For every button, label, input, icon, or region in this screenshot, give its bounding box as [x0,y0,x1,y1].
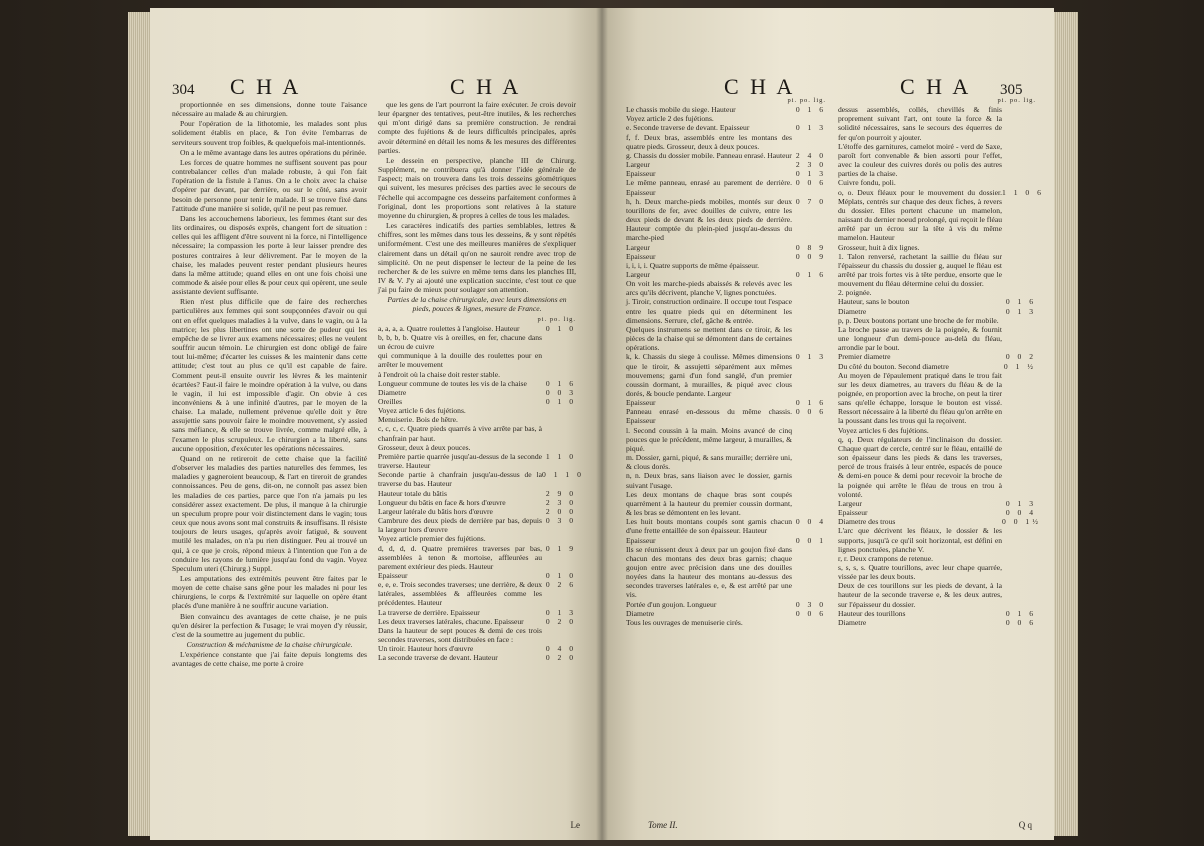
spec-row [626,160,826,169]
spec-measure: 0 0 6 [1005,617,1036,627]
spec-measure: 0 2 0 [545,616,576,626]
spec-measure [542,370,576,379]
spec-description: Dans la hauteur de sept pouces & demi de ces trois secondes traverses, sont distribuées en face : [378,625,542,645]
left-page-column-1 [172,100,367,816]
spec-measure [1002,142,1036,179]
spec-description: Largeur [626,160,650,170]
spec-row [838,352,1036,361]
spec-row [626,398,826,407]
spec-row [626,545,826,600]
spec-measure: 0 1 1 0 [542,470,584,480]
left-page-edges [128,12,152,836]
spec-row [626,105,826,114]
spec-measure [792,490,826,517]
spec-measure: 0 0 9 [795,251,826,261]
spec-measure: 0 0 6 [795,608,826,618]
spec-description: k, k. Chassis du siege à coulisse. Mêmes dimensions que le tiroir, & assujetti séparément aux mêmes mouvemens; garni d'un fond sanglé, d'un premier coussin dormant, à murailles, & piqué avec clous dorés, & boucle pendante. Largeur [626,352,792,398]
spec-description: Hauteur totale du bâtis [378,488,447,498]
spec-row [838,362,1036,371]
spec-row [626,279,826,297]
spec-row [838,563,1036,581]
spec-description: Epaisseur [626,169,656,179]
units-label: pi. po. lig. [537,315,576,323]
spec-measure [542,534,576,543]
spec-measure [542,415,576,424]
spec-row [378,653,576,662]
paragraph: Les forces de quatre hommes ne suffisent souvent pas pour contrebalancer celles d'un malade robuste, à qui l'on fait l'opération de la fistule à l'anus. On a le choix avec la chaise d'opérer par devant, par derrière, ou sur le côté, sans avoir besoin de personne pour tenir le malade. Il se trouve fixé dans l'attitude d'une manière si solide, qu'il ne peut pas remuer. [172,157,367,213]
spec-measure [792,133,826,151]
spec-measure [1002,581,1036,608]
spec-description: Grosseur, deux à deux pouces. [378,442,471,452]
spec-description: Du côté du bouton. Second diametre [838,361,949,371]
spec-measure [1002,563,1036,581]
spec-row [378,489,576,498]
spec-row [626,600,826,609]
spec-measure: 0 1 0 [545,397,576,406]
spec-measure: 0 0 3 [545,387,576,397]
spec-row [378,443,576,452]
paragraph: On a le même avantage dans les autres opérations du périnée. [180,147,367,157]
spec-measure [1002,243,1036,252]
spec-description: qui communique à la douille des roulettes pour en arrêter le mouvement [378,351,542,370]
left-page-header-left: C H A [230,74,302,99]
spec-description: Cambrure des deux pieds de derrière par bas, depuis la largeur hors d'œuvre [378,516,542,535]
right-catchword: Q q [1018,820,1032,830]
spec-description: L'arc que décrivent les fléaux, le dossier & les supports, jusqu'à ce qu'il soit horizontal, est défini en lignes ponctuées, planche V. [838,526,1002,554]
paragraph: Pour l'opération de la lithotomie, les malades sont plus solidement établis en place, & l'on évite l'embarras de serviteurs souvent trop foibles, & quelquefois mal-intentionnés. [172,119,367,147]
right-page-edges [1052,12,1078,836]
spec-measure: 0 1 0 [545,570,576,580]
spec-row [626,123,826,132]
spec-row [378,351,576,369]
spec-row [838,307,1036,316]
spec-description: 1. Talon renversé, rachetant la saillie du fléau sur l'épaisseur du chassis du dossier g, auquel le fléau est arrêté par trois fortes vis à tête perdue, ensorte que le mouvement du fléau détermine celui du dossier. [838,251,1002,289]
spec-description: a, a, a, a. Quatre roulettes à l'angloise. Hauteur [378,323,520,333]
paragraph: Quand on ne retireroit de cette chaise que la facilité d'observer les maladies des parties naturelles des femmes, les maladies y gagneroient beaucoup, & l'art en tireroit de grandes connoissances. Peu de gens, dit-on, ne connoît pas assez bien les maladies de ces parties, parce que l'on n'a jamais pu les considérer assez exactement. De plus, il manque à la chirurgie un speculum propre pour voir distinctement dans le vagin; tous ceux que nous avons sont mal construits & insuffisans. Il résiste toujours de leurs usages, qu'après avoir fatigué, & souvent mutilé les malades, on n'a pu rien distinguer. Peu ai trouvé un qui, à ce que je crois, répond mieux à l'intention que l'on a de conduire les rayons de lumière jusqu'au fond du vagin. Voyez Speculum uteri (Chirurg.) Suppl. [172,453,367,573]
spec-description: Hauteur, sans le bouton [838,297,910,307]
spec-description: i, i, i, i. Quatre supports de même épaisseur. [626,260,760,270]
spec-measure: 0 2 0 [545,653,576,663]
spec-row [838,609,1036,618]
paragraph: Bien convaincu des avantages de cette chaise, je ne puis qu'en désirer la perfection & l'usage; le vrai moyen d'y réussir, c'est de la soumettre au jugement du public. [172,611,367,639]
spec-description: La broche passe au travers de la poignée, & fournit une longueur d'un demi-pouce au-delà du fléau, arrondie par le bout. [838,324,1002,353]
spec-description: Ils se réunissent deux à deux par un goujon fixé dans chacun des montans des deux bras garnis; chaque goujon entre avec précision dans une des douilles noyées dans la hauteur des montans au-dessus des secondes traverses latérales e, e, & est arrêté par une vis. [626,544,792,600]
spec-measure: 1 1 0 6 [1002,187,1044,197]
left-page-header-right: C H A [450,74,522,99]
spec-measure: 0 7 0 [795,196,826,206]
spec-row [378,388,576,397]
spec-row [838,288,1036,297]
spec-measure: 0 2 6 [545,580,576,590]
spec-row [626,453,826,471]
spec-description: Epaisseur [626,398,656,408]
spec-measure: 0 1 6 [795,398,826,408]
spec-description: Epaisseur [838,508,868,518]
spec-row [378,370,576,379]
spec-row [838,142,1036,179]
spec-measure [792,325,826,352]
paragraph: Les caractères indicatifs des parties semblables, lettres & chiffres, sont les mêmes dans tous les desseins, & y sont répétés uniformément. C'est une des meilleures manières de s'expliquer clairement dans un détail qu'on ne sauroit rendre avec trop de simplicité. On ne peut dispenser le lecteur de la peine de les rechercher & de les suivre en même tems dans les planches III, IV & V. J'y ai ajouté une explication succinte, c'est tout ce que j'ai pu faire de mieux pour soulager son attention. [378,221,576,295]
spec-measure [792,618,826,627]
spec-measure: 0 1 6 [545,378,576,388]
spec-measure: 0 0 4 [795,517,826,527]
spec-description: Diametre [838,617,867,627]
spec-measure [542,626,576,644]
spec-measure: 0 1 3 [795,123,826,133]
spec-description: q, q. Deux régulateurs de l'inclinaison du dossier. Chaque quart de cercle, centré sur le fléau, entaillé de son épaisseur dans les pieds & dans les traverses, percé de trous fraisés à leur entrée, espacés de pouce & demi-en pouce & demi pour recevoir la broche de la poignée qui arrête le fléau de trous en trou à volonté. [838,434,1002,499]
spec-description: h, h. Deux marche-pieds mobiles, montés sur deux tourillons de fer, avec douilles de cuivre, entre les deux pieds de devant & les deux pieds de derrière. Hauteur comptée du plein-pied jusqu'au-dessus du marche-pied [626,196,792,243]
spec-description: Le chassis mobile du siege. Hauteur [626,105,736,115]
spec-measure [1002,526,1036,553]
spec-row [838,499,1036,508]
right-units-label-2: pi. po. lig. [997,97,1036,104]
construction-heading: Construction & méchanisme de la chaise chirurgicale. [186,640,353,650]
spec-description: Les deux traverses latérales, chacune. Epaisseur [378,616,524,626]
spec-description: Diametre des trous [838,517,896,527]
spec-measure [792,114,826,123]
spec-description: Tous les ouvrages de menuiserie cirés. [626,617,743,627]
spec-description: Longueur du bâtis en face & hors d'œuvre [378,497,506,507]
spec-description: g. Chassis du dossier mobile. Panneau enrasé. Hauteur [626,150,792,160]
spec-measure [1002,252,1036,289]
spec-measure: 2 3 0 [795,160,826,170]
spec-measure: 0 0 1 [795,535,826,545]
spec-description: n, n. Deux bras, sans liaison avec le dossier, garnis suivant l'usage. [626,471,792,490]
right-units-label: pi. po. lig. [787,97,826,104]
spec-row [378,507,576,516]
spec-description: e, e, e. Trois secondes traverses; une derrière, & deux latérales, assemblées & affleurées comme les précédentes. Hauteur [378,580,542,608]
spec-description: l. Second coussin à la main. Moins avancé de cinq pouces que le précédent, même largeur, à murailles, & piqué. [626,425,792,453]
spec-row [626,243,826,252]
spec-measure: 0 1 3 [1005,498,1036,508]
spec-row [838,187,1044,243]
spec-description: Seconde partie à chanfrain jusqu'au-dessus de la traverse du bas. Hauteur [378,470,542,489]
spec-row [626,114,826,123]
spec-measure: 0 1 6 [1005,608,1036,618]
spec-description: Diametre [838,306,867,316]
spec-row [626,471,826,489]
spec-description: Voyez article 2 des fujétions. [626,114,714,124]
paragraph: Le dessein en perspective, planche III de Chirurg. Supplément, ne contribuera qu'à donner l'idée générale de l'aspect; mais on trouvera dans les trois desseins géométriques qui suivent, les mesures précises des parties avec le secours de l'échelle qui accompagne ces desseins parfaitement conformes à l'original, dont les proportions sont relatives à la stature moyenne du chirurgien, & propres à celles de tous les malades. [378,155,576,220]
spec-measure [792,279,826,297]
spec-description: Voyez articles 6 des fujétions. [838,425,929,435]
paragraph: Les amputations des extrémités peuvent être faites par le moyen de cette chaise sans gêne pour les malades ni pour les chirurgiens, le corps & l'extrémité sur laquelle on opère étant placés d'une manière à ne souffrir aucune variation. [172,573,367,611]
spec-description: Au moyen de l'épaulement pratiqué dans le trou fait sur les deux diametres, au travers du fléau & de la poignée, en proportion avec la broche, on peut la tirer sans qu'elle échappe, lorsque le bouton est vissé. Ressort nécessaire à la liberté du fléau qu'on arrête en la poussant dans les trous qui la reçoivent. [838,370,1002,426]
spec-row [378,534,576,543]
spec-row [838,243,1036,252]
spec-measure: 0 0 2 [1005,352,1036,362]
spec-measure [542,443,576,452]
spec-description: Diametre [378,387,407,397]
paragraph: proportionnée en ses dimensions, donne toute l'aisance nécessaire au malade & au chirurgien. [172,100,367,119]
spec-measure: 0 1 9 [545,543,576,553]
spec-measure [792,545,826,600]
spec-description: dessus assemblés, collés, chevillés & finis proprement suivant l'art, ont toute la force & la solidité nécessaires, sans le secours des équerres de fer qu'on pourroit y ajouter. [838,105,1002,142]
spec-description: Epaisseur [378,570,408,580]
spec-row [626,536,826,545]
spec-measure [1002,325,1036,352]
spec-description: c, c, c, c. Quatre pieds quarrés à vive arrête par bas, à chanfrain par haut. [378,424,542,443]
spec-description: Oreilles [378,397,403,406]
spec-measure: 0 8 9 [795,242,826,252]
spec-description: m. Dossier, garni, piqué, & sans muraille; derrière uni, & clous dorés. [626,453,792,472]
spec-row [378,415,576,424]
spec-row [838,517,1041,527]
spec-row [378,580,576,607]
spec-row [626,178,826,196]
spec-measure [1002,371,1036,426]
spec-row [626,297,826,324]
spec-row [838,618,1036,627]
spec-row [626,352,826,398]
spec-row [838,316,1036,325]
spec-description: Portée d'un goujon. Longueur [626,599,717,609]
spec-measure: 0 1 3 [795,169,826,179]
right-page-header-right: C H A [900,74,972,99]
spec-row [838,435,1036,499]
spec-measure [1002,288,1036,297]
spec-description: Premier diametre [838,352,891,362]
spec-description: Hauteur des tourillons [838,608,906,618]
paragraph: Rien n'est plus difficile que de faire des recherches particulières aux femmes qui sont soupçonnées d'avoir ou qui ont en effet quelques maladies à la vulve, dans le vagin, ou à la matrice; les plus libertines ont une sorte de pudeur qui les empêche de se livrer aux examens nécessaires; elles ne veulent souffrir aucun témoin. Le chirurgien est donc obligé de faire tout lui-même; d'écarter les cuisses & les maintenir dans cette attitude; c'est tout au plus ce qu'il est capable de faire. Comment peut-il ensuite ouvrir les lèvres & les maintenir écartées? Faut-il faire le moindre opération à la vulve, ou dans le vagin, il lui est impossible d'agir. On obvie à ces inconvéniens & à une infinité d'autres, par le moyen de la chaise. La malade, nullement prévenue qu'elle doit y être assujettie sans pouvoir faire le moindre mouvement, s'y assied sans méfiance, & elle se trouve livrée, comme malgré elle, à l'examen le plus scrupuleux. Le chirurgien a la liberté, sans aucune opposition, d'exécuter les opérations nécessaires. [172,297,367,453]
spec-row [378,379,576,388]
spec-measure [1002,554,1036,563]
spec-row [838,178,1036,187]
spec-description: Largeur [626,242,650,252]
spec-row [626,325,826,352]
spec-row [378,544,576,571]
spec-description: d, d, d, d. Quatre premières traverses par bas, assemblées à tenon & mortoise, affleurées au parement extérieur des pieds. Hauteur [378,543,542,571]
spec-description: f, f. Deux bras, assemblés entre les montans des quatre pieds. Grosseur, deux à deux pouces. [626,132,792,151]
right-page-column-1 [626,96,826,816]
spec-row [378,571,576,580]
spec-description: b, b, b, b. Quatre vis à oreilles, en fer, chacune dans un écrou de cuivre [378,332,542,352]
spec-row [838,105,1036,142]
right-page-header-left: C H A [724,74,796,99]
spec-measure [1002,316,1036,325]
spec-description: à l'endroit où la chaise doit rester stable. [378,369,500,379]
spec-row [378,333,576,351]
spec-measure: 0 1 3 [1005,306,1036,316]
spec-measure [792,453,826,471]
spec-row [838,325,1036,352]
spec-row [378,498,576,507]
left-page-number: 304 [172,82,195,98]
spec-row [626,133,826,151]
spec-row [378,644,576,653]
spec-description: Cuivre fondu, poli. [838,178,896,188]
spec-measure [542,424,576,442]
spec-description: Epaisseur [626,251,656,261]
spec-row [378,626,576,644]
spec-row [378,452,576,470]
construction-text: L'expérience constante que j'ai faite depuis longtems des avantages de cette chaise, me porte à croire [172,650,367,669]
spec-description: Epaisseur [626,535,656,545]
spec-row [626,169,826,178]
spec-row [626,270,826,279]
spec-row [378,617,576,626]
spec-row [626,197,826,243]
spec-row [838,426,1036,435]
spec-measure [792,261,826,270]
spec-row [838,371,1036,426]
spec-row [626,151,826,160]
spec-description: Diametre [626,608,655,618]
spec-row [626,407,826,425]
parts-heading: Parties de la chaise chirurgicale, avec leurs dimensions en pieds, pouces & lignes, mesure de France. [387,295,567,314]
spec-measure: 0 1 ½ [1003,361,1036,371]
spec-row [838,526,1036,553]
spec-measure [542,351,576,369]
spec-description: Largeur latérale du bâtis hors d'œuvre [378,506,493,516]
spec-description: Le même panneau, enrasé au parement de derrière. Epaisseur [626,178,792,197]
spec-row [626,490,826,517]
spec-description: e. Seconde traverse de devant. Epaisseur [626,123,750,133]
spec-description: Voyez article premier des fujétions. [378,534,486,544]
spec-measure: 2 9 0 [545,488,576,498]
spec-measure: 2 3 0 [545,497,576,507]
spec-description: j. Tiroir, construction ordinaire. Il occupe tout l'espace entre les quatre pieds qui en déterminent les dimensions. Serrure, clef, gâche & entrée. [626,297,792,325]
spec-description: s, s, s, s. Quatre tourillons, avec leur chape quarrée, vissée par les deux bouts. [838,562,1002,582]
spec-row [838,297,1036,306]
left-page [150,8,602,840]
signature-mark: Tome II. [648,820,678,830]
spec-measure [1002,178,1036,187]
spec-measure [792,297,826,324]
spec-description: Quelques instrumens se mettent dans ce tiroir, & les pièces de la chaise qui se démontent dans de certaines opérations. [626,324,792,353]
spec-row [378,406,576,415]
spec-measure: 2 0 0 [545,506,576,516]
spec-measure: 0 0 6 [795,407,826,417]
spec-row [378,516,576,534]
gutter-shadow [596,8,608,840]
spec-description: Première partie quarrée jusqu'au-dessus de la seconde traverse. Hauteur [378,451,542,471]
spec-row [626,252,826,261]
spec-row [838,581,1036,608]
right-page [602,8,1054,840]
spec-description: 2. poignée. [838,288,872,298]
spec-row [838,252,1036,289]
spec-measure: 0 4 0 [545,644,576,654]
spec-description: La traverse de derrière. Epaisseur [378,607,480,617]
spec-row [378,324,576,333]
spec-row [378,470,584,489]
spec-description: Les deux montans de chaque bras sont coupés quarrément à la hauteur du premier coussin dormant, & les bras se démontent en les levant. [626,489,792,518]
spec-measure: 2 4 0 [795,150,826,160]
spec-measure [792,471,826,489]
spec-row [378,397,576,406]
spec-measure: 0 0 4 [1005,508,1036,518]
spec-description: La seconde traverse de devant. Hauteur [378,653,498,663]
spec-description: Menuiserie. Bois de hêtre. [378,415,458,425]
spec-measure [542,406,576,415]
spec-row [838,554,1036,563]
spec-row [626,609,826,618]
spec-measure: 0 1 6 [795,269,826,279]
spec-measure: 0 3 0 [795,599,826,609]
spec-description: o, o. Deux fléaux pour le mouvement du dossier. Méplats, centrés sur chaque des deux fiches, à revers du dossier. Elles portent chacune un mamelon, naissant du dernier noeud prolongé, qui reçoit le fléau arrêté par un écrou sur la tête à vis du même mamelon. Hauteur [838,187,1002,243]
spec-measure [792,426,826,453]
spec-measure: 0 0 6 [795,178,826,188]
spec-row [626,261,826,270]
spec-measure: 0 1 3 [545,607,576,617]
spec-description: p, p. Deux boutons portant une broche de fer mobile. [838,315,999,325]
spec-measure: 1 1 0 [545,451,576,461]
spec-measure: 0 1 6 [795,105,826,115]
spec-description: Largeur [626,269,650,279]
spec-description: Deux de ces tourillons sur les pieds de devant, à la hauteur de la seconde traverse e, & les deux autres, sur l'épaisseur du dossier. [838,581,1002,609]
spec-measure: 0 1 3 [795,352,826,362]
spec-description: Un tiroir. Hauteur hors d'œuvre [378,644,474,654]
spec-row [378,424,576,442]
spec-description: L'étoffe des garnitures, camelot moiré - verd de Saxe, paroît fort convenable & bien assorti pour l'effet, avec la couleur des cuivres dorés ou polis des autres parties de la chaise. [838,141,1002,179]
spec-description: Longueur commune de toutes les vis de la chaise [378,378,527,388]
right-page-column-2 [838,96,1044,816]
spec-row [626,426,826,453]
spec-description: Largeur [838,498,862,508]
spec-measure: 0 1 6 [1005,297,1036,307]
spec-description: Voyez article 6 des fujétions. [378,406,466,416]
spec-description: r, r. Deux crampons de retenue. [838,553,934,563]
spec-row [838,508,1036,517]
spec-measure [1002,435,1036,499]
spec-description: On voit les marche-pieds abaissés & relevés avec les arcs qu'ils décrivent, planche V, lignes ponctuées. [626,279,792,298]
left-page-column-2 [378,100,584,816]
spec-measure [1002,426,1036,435]
paragraph: Dans les accouchemens laborieux, les femmes étant sur des lits ordinaires, ou disposés exprès, changent fort de situation : celles qui les affligent d'être souvent ni la force, ni l'intelligence nécessaire; la compassion les porte à leur laisser prendre des postures contraires à leur délivrement. Par le moyen de la chaise, les malades peuvent rester pendant plusieurs heures dans la même attitude; quand elles en ont une fois choisi une commode & aisée pour elles & pour ceux qui opèrent, une seule assistante devient suffisante. [172,213,367,297]
left-catchword: Le [570,820,580,830]
spec-row [378,608,576,617]
spec-description: Les huit bouts montans coupés sont garnis chacun d'une frette entaillée de son épaisseur. Hauteur [626,517,792,536]
right-page-number: 305 [1000,82,1023,98]
spec-description: Panneau enrasé en-dessous du même chassis. Epaisseur [626,407,792,426]
spec-measure [1002,105,1036,142]
spec-description: Grosseur, huit à dix lignes. [838,242,920,252]
spec-measure [542,333,576,351]
spec-measure: 0 0 1½ [1002,517,1041,527]
spec-row [626,618,826,627]
spec-measure: 0 3 0 [545,516,576,526]
paragraph: que les gens de l'art pourront la faire exécuter. Je crois devoir leur épargner des tentatives, peut-être inutiles, & les recherches qui m'ont dirigé dans sa première construction. Je rendrai compte des fujétions & de leurs difficultés principales, après avoir déterminé en détail les noms & les mesures des différentes parties. [378,100,576,155]
spec-measure: 0 1 0 [545,323,576,333]
spec-row [626,517,826,535]
